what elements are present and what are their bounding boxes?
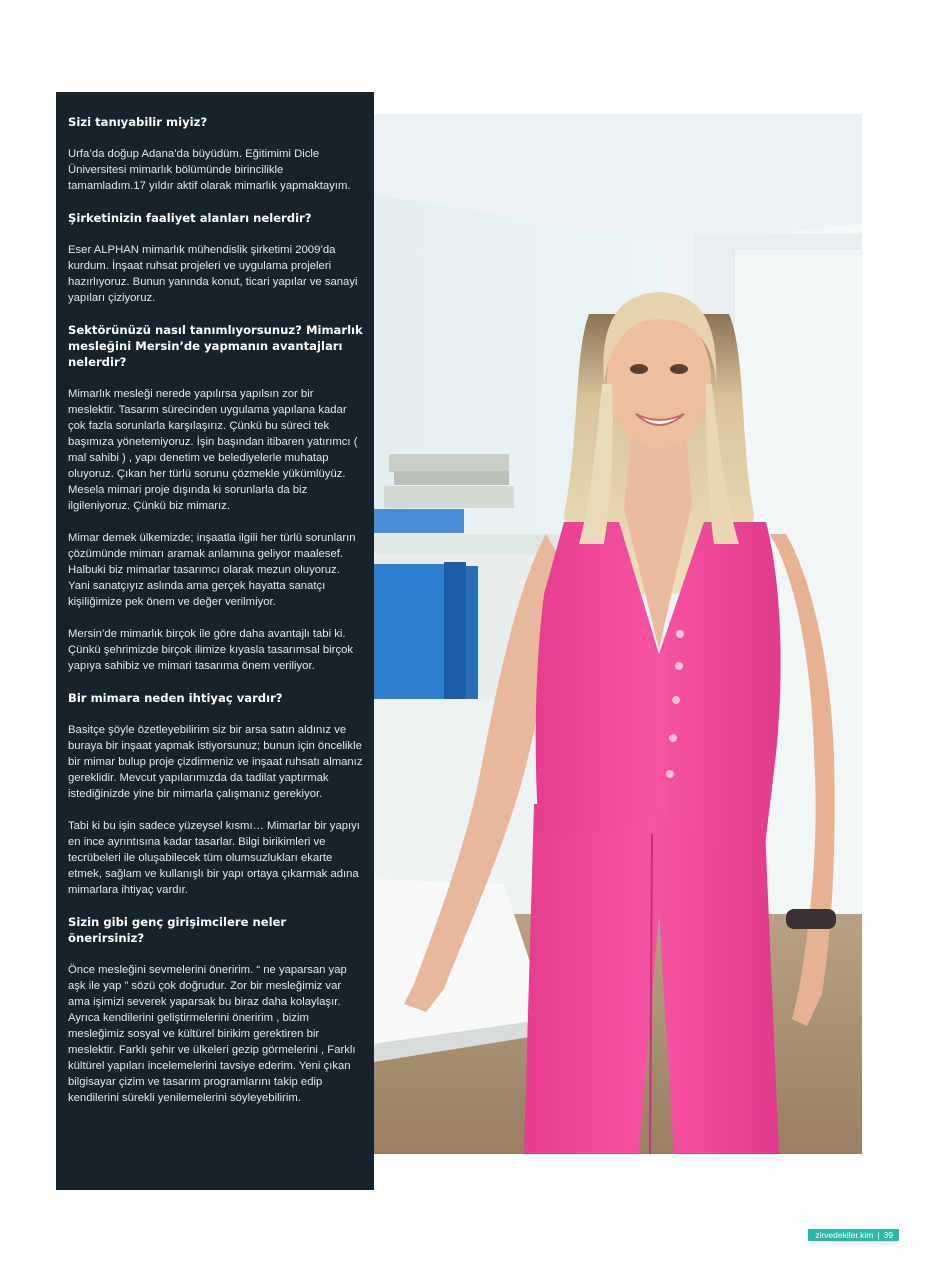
answer-paragraph: Mersin’de mimarlık birçok ile göre daha avantajlı tabi ki. Çünkü şehrimizde birçok ilimize kıyasla tasarımsal birçok yapıya sahibiz ve mimari tasarıma önem veriliyor. xyxy=(68,628,354,672)
article-text-panel xyxy=(56,92,374,1190)
footer-separator: | xyxy=(877,1230,880,1240)
answer-paragraph: Urfa’da doğup Adana’da büyüdüm. Eğitimimi Dicle Üniversitesi mimarlık bölümünde birincilikle tamamladım.17 yıldır aktif olarak mimarlık yapmaktayım. xyxy=(68,148,351,192)
section-need-architect xyxy=(68,690,364,898)
portrait-photo xyxy=(374,114,862,1154)
question-heading: Bir mimara neden ihtiyaç vardır? xyxy=(68,691,283,705)
question-heading: Sizin gibi genç girişimcilere neler önerirsiniz? xyxy=(68,915,287,945)
page-number: 39 xyxy=(883,1230,893,1240)
section-activities xyxy=(68,210,364,306)
question-heading: Sektörünüzü nasıl tanımlıyorsunuz? Mimarlık mesleğini Mersin’de yapmanın avantajları nelerdir? xyxy=(68,323,363,369)
question-heading: Sizi tanıyabilir miyiz? xyxy=(68,115,208,129)
section-intro xyxy=(68,114,364,194)
section-advice xyxy=(68,914,364,1106)
answer-paragraph: Basitçe şöyle özetleyebilirim siz bir arsa satın aldınız ve buraya bir inşaat yapmak istiyorsunuz; bunun için öncelikle bir mimar bulup proje çizdirmeniz ve inşaat ruhsatı almanız gereklidir. Mevcut yapılarımızda da tadilat yaptırmak istediğinizde yine bir mimarla çalışmanız gerekiyor. xyxy=(68,724,363,800)
answer-paragraph: Önce mesleğini sevmelerini öneririm. “ ne yaparsan yap aşk ile yap ” sözü çok doğrudur. Zor bir mesleğimiz var ama işimizi severek yaparsak bu biraz daha kolaylaşır. Ayrıca kendilerini geliştirmelerini öneririm , bizim mesleğimiz sosyal ve kültürel birikim gerektiren bir meslektir. Farklı şehir ve ülkeleri gezip görmelerini , Farklı kültürel yapıları incelemelerini tavsiye ederim. Yeni çıkan bilgisayar çizim ve tasarım programlarını takip edip kendilerini sürekli yenilemelerini söyleyebilirim. xyxy=(68,964,356,1104)
site-link[interactable]: zirvedekiler.kim xyxy=(815,1230,874,1240)
answer-paragraph: Mimar demek ülkemizde; inşaatla ilgili her türlü sorunların çözümünde mimarı aramak anlamına geliyor maalesef. Halbuki biz mimarlar tasarımcı olarak mezun oluyoruz. Yani sanatçıyız aslında ama gerçek hayatta sanatçı kişiliğimize pek önem ve değer verilmiyor. xyxy=(68,532,356,608)
page-footer xyxy=(808,1229,899,1241)
answer-paragraph: Tabi ki bu işin sadece yüzeysel kısmı… Mimarlar bir yapıyı en ince ayrıntısına kadar tasarlar. Bilgi birikimleri ve tecrübeleri ile oluşabilecek tüm olumsuzlukları ekarte etmek, sağlam ve kullanışlı bir yapı ortaya çıkarmak adına mimarlara ihtiyaç vardır. xyxy=(68,820,360,896)
question-heading: Şirketinizin faaliyet alanları nelerdir? xyxy=(68,211,312,225)
answer-paragraph: Eser ALPHAN mimarlık mühendislik şirketimi 2009’da kurdum. İnşaat ruhsat projeleri ve uygulama projeleri hazırlıyoruz. Bunun yanında konut, ticari yapılar ve sanayi yapıları çiziyoruz. xyxy=(68,244,358,304)
section-sector xyxy=(68,322,364,674)
answer-paragraph: Mimarlık mesleği nerede yapılırsa yapılsın zor bir meslektir. Tasarım sürecinden uygulama yapılana kadar çok fazla sorunlarla karşılaşırız. Çünkü bu süreci tek başımıza yönetemiyoruz. İşin başından itibaren yatırımcı ( mal sahibi ) , yapı denetim ve belediyelerle muhatap oluyoruz. Çıkan her türlü sorunu çözmekle yükümlüyüz. Mesela mimari proje dışında ki sorunlarla da biz ilgileniyoruz. Çünkü biz mimarız. xyxy=(68,388,358,512)
